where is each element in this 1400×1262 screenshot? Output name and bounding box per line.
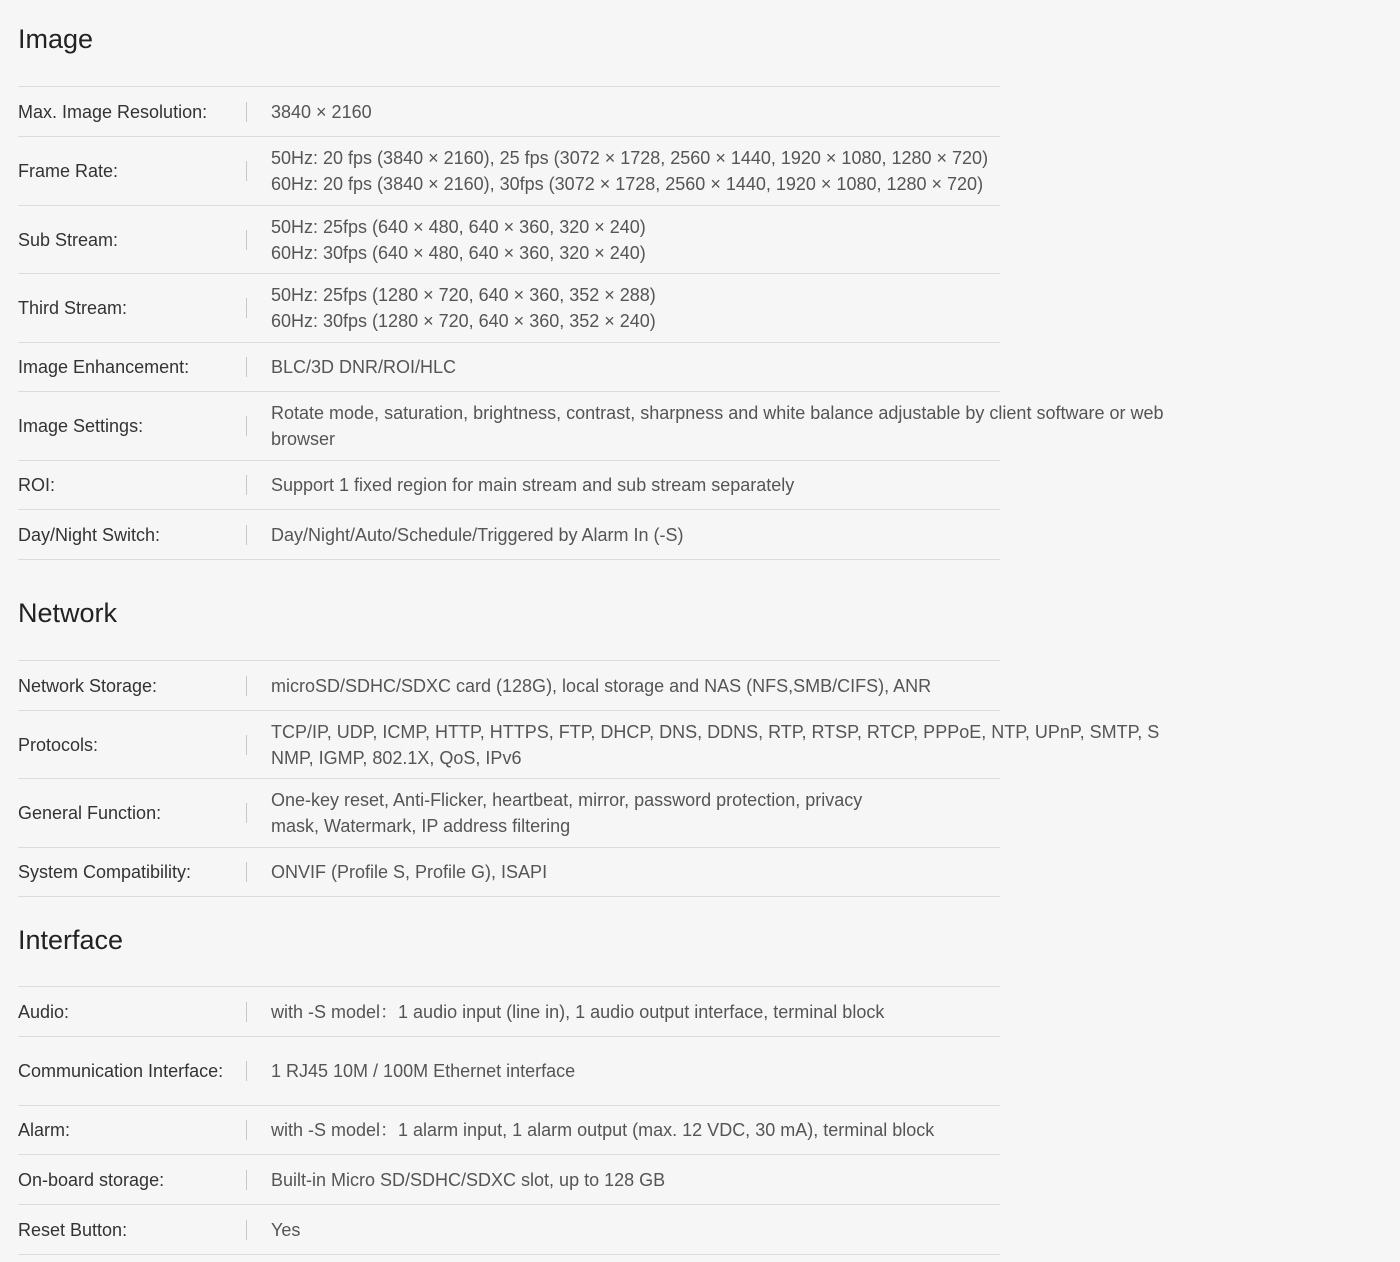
spec-value	[271, 137, 1400, 205]
spec-row-general-function	[18, 779, 1000, 848]
spec-value-line: microSD/SDHC/SDXC card (128G), local storage and NAS (NFS,SMB/CIFS), ANR	[271, 675, 932, 696]
spec-row-day-night-switch	[18, 510, 1000, 560]
separator	[246, 1120, 247, 1140]
section-title-interface: Interface	[18, 925, 124, 955]
spec-label: Frame Rate:	[18, 161, 119, 181]
spec-label: On-board storage:	[18, 1169, 165, 1190]
spec-row-protocols	[18, 711, 1160, 779]
spec-value	[271, 987, 1400, 1036]
spec-value-line: 60Hz: 20 fps (3840 × 2160), 30fps (3072 × 1728, 2560 × 1440, 1920 × 1080, 1280 × 720)	[271, 174, 984, 194]
spec-row-image-settings	[18, 392, 1164, 461]
spec-row-frame-rate	[18, 137, 1000, 206]
spec-row-sub-stream	[18, 206, 1000, 274]
spec-value	[271, 779, 1400, 847]
spec-row-system-compatibility	[18, 848, 1000, 897]
spec-value-line: 60Hz: 30fps (640 × 480, 640 × 360, 320 × 240)	[271, 242, 646, 263]
section-title-image: Image	[18, 24, 94, 54]
spec-value-line: mask, Watermark, IP address filtering	[271, 816, 571, 836]
spec-label: Day/Night Switch:	[18, 524, 161, 545]
separator	[246, 475, 247, 495]
spec-label: Reset Button:	[18, 1219, 128, 1240]
spec-value-line: with -S model：1 audio input (line in), 1 audio output interface, terminal block	[271, 1001, 885, 1022]
spec-value-line: with -S model：1 alarm input, 1 alarm output (max. 12 VDC, 30 mA), terminal block	[271, 1120, 935, 1140]
spec-row-network-storage	[18, 661, 1000, 711]
spec-value	[271, 274, 1400, 342]
spec-value	[271, 392, 1400, 460]
spec-value-line: Rotate mode, saturation, brightness, contrast, sharpness and white balance adjustable by client software or web	[271, 403, 1164, 423]
section-title-network: Network	[18, 598, 118, 628]
spec-row-on-board-storage	[18, 1155, 1000, 1205]
separator	[246, 357, 247, 377]
separator	[246, 416, 247, 436]
spec-value-line: 50Hz: 20 fps (3840 × 2160), 25 fps (3072 × 1728, 2560 × 1440, 1920 × 1080, 1280 × 720)	[271, 148, 989, 168]
spec-value	[271, 206, 1400, 273]
spec-value	[271, 87, 1400, 136]
spec-value	[271, 848, 1400, 896]
separator	[246, 298, 247, 318]
spec-label: Image Settings:	[18, 416, 144, 436]
spec-value-line: 50Hz: 25fps (640 × 480, 640 × 360, 320 × 240)	[271, 216, 646, 237]
spec-label: Third Stream:	[18, 298, 128, 318]
spec-value	[271, 1106, 1400, 1154]
spec-value	[271, 1205, 1400, 1254]
spec-value-line: Support 1 fixed region for main stream and sub stream separately	[271, 475, 795, 495]
spec-label: Max. Image Resolution:	[18, 101, 208, 122]
spec-value-line: TCP/IP, UDP, ICMP, HTTP, HTTPS, FTP, DHCP, DNS, DDNS, RTP, RTSP, RTCP, PPPoE, NTP, UPnP, SMTP, S	[271, 721, 1160, 742]
spec-value	[271, 1155, 1400, 1204]
spec-label: Image Enhancement:	[18, 357, 190, 377]
spec-value-line: 60Hz: 30fps (1280 × 720, 640 × 360, 352 × 240)	[271, 311, 656, 331]
spec-label: Audio:	[18, 1001, 70, 1022]
spec-value	[271, 661, 1400, 710]
spec-value	[271, 711, 1400, 778]
spec-value-line: browser	[271, 429, 336, 449]
spec-row-alarm	[18, 1106, 1000, 1155]
separator	[246, 1170, 247, 1190]
separator	[246, 230, 247, 250]
spec-label: General Function:	[18, 803, 162, 823]
separator	[246, 862, 247, 882]
spec-value	[271, 510, 1400, 559]
spec-value-line: 1 RJ45 10M / 100M Ethernet interface	[271, 1061, 576, 1081]
spec-row-roi	[18, 461, 1000, 510]
separator	[246, 102, 247, 122]
spec-label: Alarm:	[18, 1120, 71, 1140]
spec-value-line: BLC/3D DNR/ROI/HLC	[271, 357, 457, 377]
separator	[246, 161, 247, 181]
separator	[246, 525, 247, 545]
spec-value-line: Built-in Micro SD/SDHC/SDXC slot, up to 128 GB	[271, 1169, 666, 1190]
spec-value	[271, 1037, 1400, 1105]
spec-value	[271, 343, 1400, 391]
spec-label: Sub Stream:	[18, 229, 119, 250]
separator	[246, 803, 247, 823]
spec-value	[271, 461, 1400, 509]
spec-label: System Compatibility:	[18, 862, 192, 882]
separator	[246, 1061, 247, 1081]
spec-label: Communication Interface:	[18, 1061, 224, 1081]
spec-value-line: NMP, IGMP, 802.1X, QoS, IPv6	[271, 747, 522, 768]
spec-value-line: Yes	[271, 1219, 301, 1240]
spec-label: Network Storage:	[18, 675, 158, 696]
spec-value-line: 50Hz: 25fps (1280 × 720, 640 × 360, 352 × 288)	[271, 285, 656, 305]
spec-row-reset-button	[18, 1205, 1000, 1255]
spec-value-line: Day/Night/Auto/Schedule/Triggered by Alarm In (-S)	[271, 524, 684, 545]
spec-row-audio	[18, 987, 1000, 1037]
spec-value-line: ONVIF (Profile S, Profile G), ISAPI	[271, 862, 548, 882]
spec-row-max-image-resolution	[18, 87, 1000, 137]
spec-row-third-stream	[18, 274, 1000, 343]
spec-value-line: One-key reset, Anti-Flicker, heartbeat, mirror, password protection, privacy	[271, 790, 863, 810]
separator	[246, 676, 247, 696]
spec-row-image-enhancement	[18, 343, 1000, 392]
separator	[246, 735, 247, 755]
spec-value-line: 3840 × 2160	[271, 101, 372, 122]
separator	[246, 1002, 247, 1022]
spec-row-communication-interface	[18, 1037, 1000, 1106]
spec-label: Protocols:	[18, 734, 99, 755]
separator	[246, 1220, 247, 1240]
spec-label: ROI:	[18, 475, 56, 495]
